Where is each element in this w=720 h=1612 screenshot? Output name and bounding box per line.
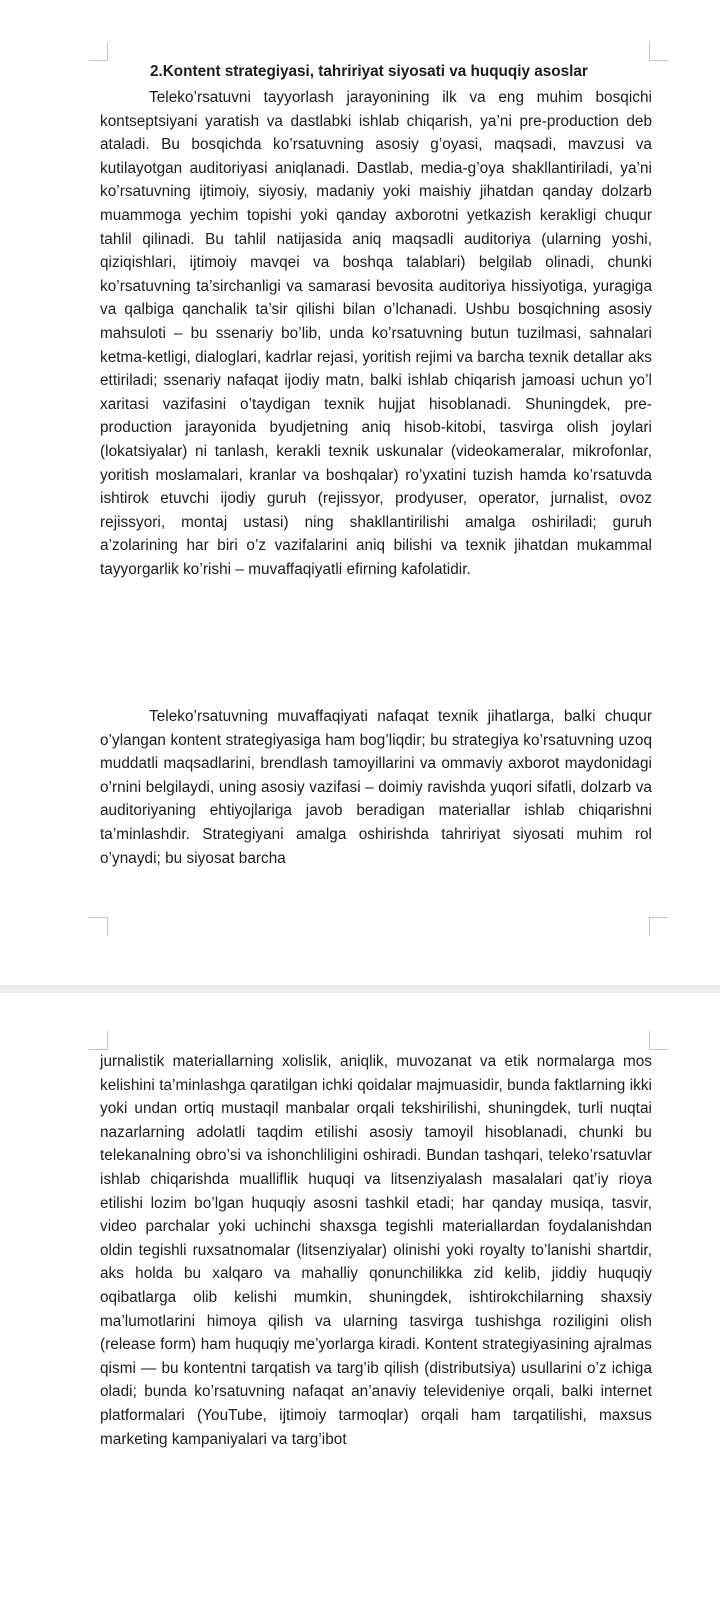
paragraph-block-2: [100, 705, 652, 870]
page-corner-mark-top-right: [649, 42, 668, 61]
page-separator: [0, 985, 720, 993]
section-heading: 2.Kontent strategiyasi, tahririyat siyosati va huquqiy asoslar: [150, 63, 588, 80]
page-corner-mark-top-right: [649, 1031, 668, 1050]
paragraph-block-1: [100, 86, 652, 581]
page-corner-mark-top-left: [89, 42, 108, 61]
paragraph-content-strategy: Teleko’rsatuvning muvaffaqiyati nafaqat texnik jihatlarga, balki chuqur o’ylangan kontent strategiyasiga ham bog’liqdir; bu strategiya ko’rsatuvning uzoq muddatli maqsadlarini, brendlash tamoyillarini va ommaviy axborot maydonidagi o’rnini belgilaydi, uning asosiy vazifasi – doimiy ravishda yuqori sifatli, dolzarb va auditoriyaning ehtiyojlariga javob beradigan materiallar ishlab chiqarishni ta’minlashdir. Strategiyani amalga oshirishda tahririyat siyosati muhim rol o’ynaydi; bu siyosat barcha: [100, 708, 652, 867]
page-corner-mark-top-left: [89, 1031, 108, 1050]
page-corner-mark-bottom-left: [89, 917, 108, 936]
page-corner-mark-bottom-right: [649, 917, 668, 936]
paragraph-editorial-policy: jurnalistik materiallarning xolislik, aniqlik, muvozanat va etik normalarga mos kelishini ta’minlashga qaratilgan ichki qoidalar majmuasidir, bunda faktlarning ikki yoki undan ortiq mustaqil manbalar orqali tekshirilishi, shuningdek, turli nuqtai nazarlarning adolatli taqdim etilishi asosiy tamoyil hisoblanadi, chunki bu telekanalning obro’si va ishonchliligini oshiradi. Bundan tashqari, teleko’rsatuvlar ishlab chiqarishda mualliflik huquqi va litsenziyalash masalalari qat’iy rioya etilishi lozim bo’lgan huquqiy asosni tashkil etadi; har qanday musiqa, tasvir, video parchalar yoki uchinchi shaxsga tegishli materiallardan foydalanishdan oldin tegishli ruxsatnomalar (litsenziyalar) olinishi yoki royalty to’lanishi shartdir, aks holda bu xalqaro va mahalliy qonunchilikka zid kelib, jiddiy huquqiy oqibatlarga olib kelishi mumkin, shuningdek, ishtirokchilarning shaxsiy ma’lumotlarini himoya qilish va ularning tasvirga tushishga roziligini olish (release form) ham huquqiy me’yorlarga kiradi. Kontent strategiyasining ajralmas qismi — bu kontentni tarqatish va targ’ib qilish (distributsiya) usullarini o’z ichiga oladi; bunda ko’rsatuvning nafaqat an’anaviy televideniye orqali, balki internet platformalari (YouTube, ijtimoiy tarmoqlar) orqali ham tarqatilishi, maxsus marketing kampaniyalari va targ’ibot: [100, 1053, 652, 1448]
paragraph-pre-production: Teleko’rsatuvni tayyorlash jarayonining ilk va eng muhim bosqichi kontseptsiyani yaratish va dastlabki ishlab chiqarish, ya’ni pre-production deb ataladi. Bu bosqichda ko’rsatuvning asosiy g’oyasi, maqsadi, mavzusi va kutilayotgan auditoriyasi aniqlanadi. Dastlab, media-g’oya shakllantiriladi, ya’ni ko’rsatuvning ijtimoiy, siyosiy, madaniy yoki maishiy jihatdan qanday dolzarb muammoga yechim topishi yoki qanday axborotni yetkazish kerakligi chuqur tahlil qilinadi. Bu tahlil natijasida aniq maqsadli auditoriya (ularning yoshi, qiziqishlari, ijtimoiy mavqei va boshqa talablari) belgilab olinadi, chunki ko’rsatuvning ta’sirchanligi va samarasi bevosita auditoriya hissiyotiga, yuragiga va qalbiga qanchalik ta’sir qilishi bilan o’lchanadi. Ushbu bosqichning asosiy mahsuloti – bu ssenariy bo’lib, unda ko’rsatuvning butun tuzilmasi, sahnalari ketma-ketligi, dialoglari, kadrlar rejasi, yoritish rejimi va barcha texnik detallar aks ettiriladi; ssenariy nafaqat ijodiy matn, balki ishlab chiqarish jamoasi uchun yo’l xaritasi vazifasini o’taydigan texnik hujjat hisoblanadi. Shuningdek, pre-production jarayonida byudjetning aniq hisob-kitobi, tasvirga olish joylari (lokatsiyalar) ni tanlash, kerakli texnik uskunalar (videokameralar, mikrofonlar, yoritish moslamalari, kranlar va boshqalar) ro’yxatini tuzish hamda ko’rsatuvda ishtirok etuvchi ijodiy guruh (rejissyor, prodyuser, operator, jurnalist, ovoz rejissyori, montaj ustasi) ning shakllantirilishi amalga oshiriladi; guruh a’zolarining har biri o’z vazifalarini aniq bilishi va texnik jihatdan mukammal tayyorgarlik ko’rishi – muvaffaqiyatli efirning kafolatidir.: [100, 89, 652, 578]
paragraph-block-3: [100, 1050, 652, 1451]
